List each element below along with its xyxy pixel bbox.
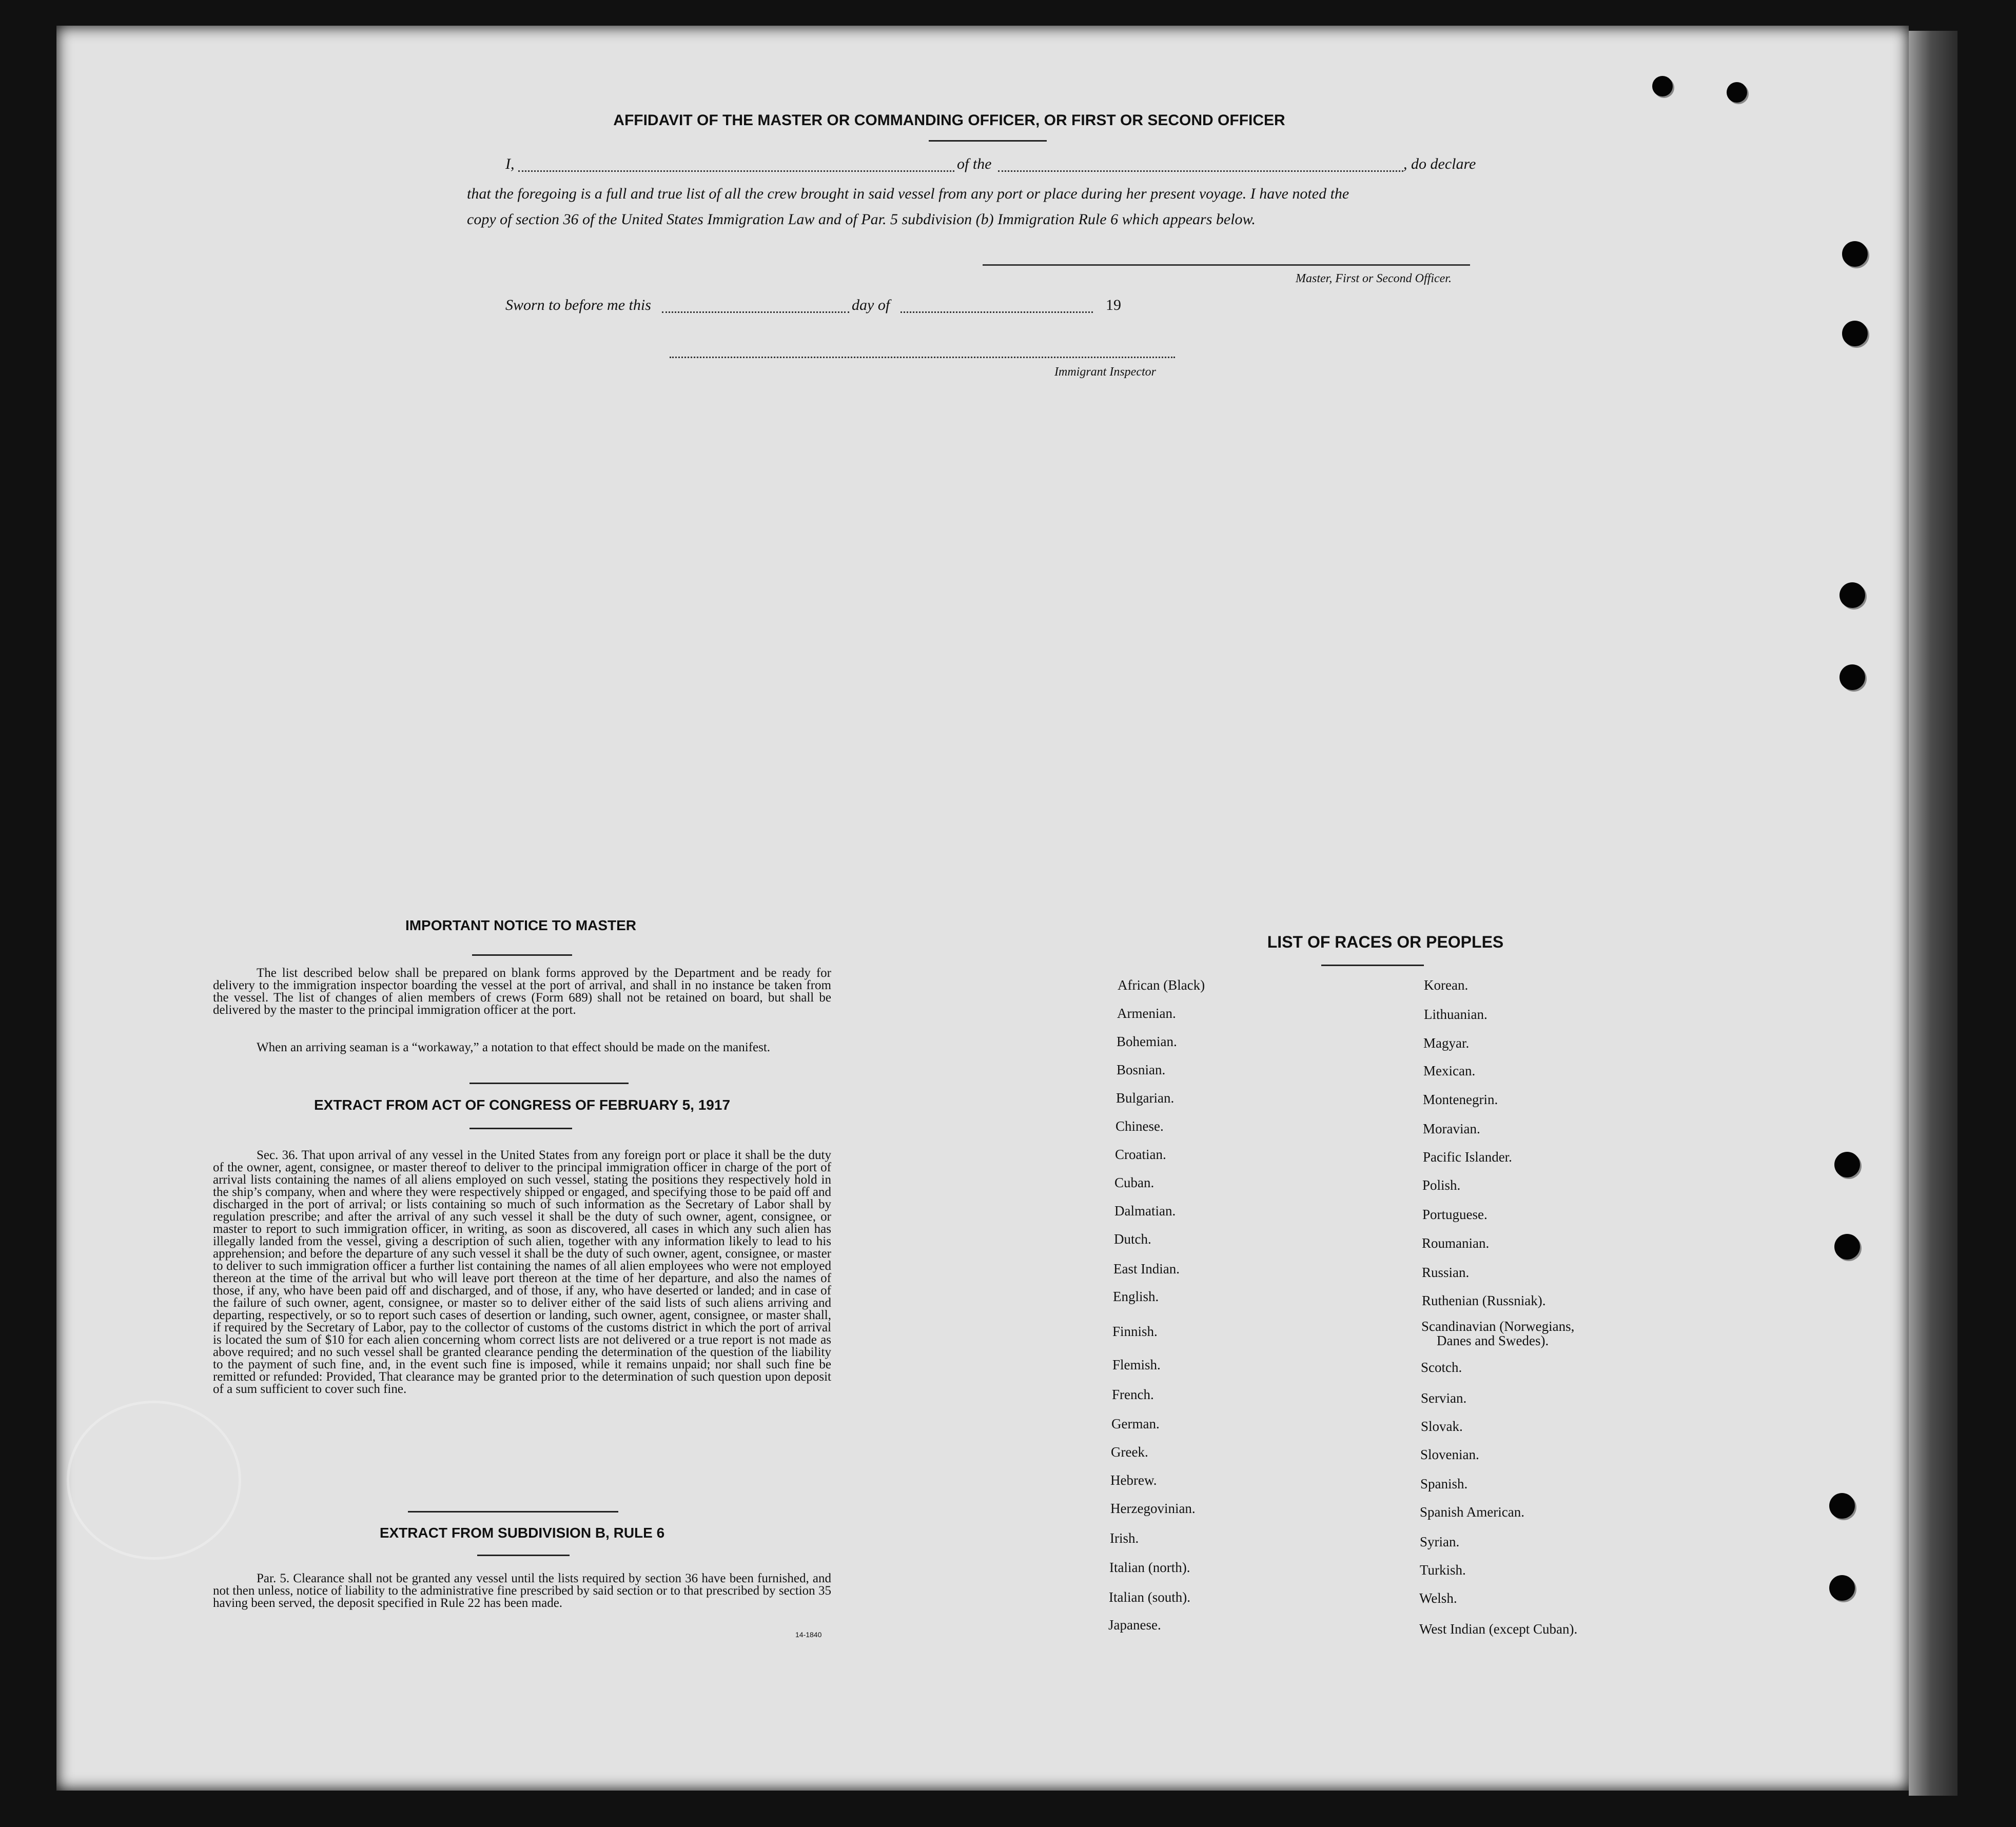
affidavit-line-3: copy of section 36 of the United States Immigration Law and of Par. 5 subdivision (b) Immigration Rule 6 which appears below. [467, 211, 1256, 228]
vessel-name-line[interactable] [998, 170, 1403, 172]
race-item: Italian (south). [1109, 1589, 1190, 1605]
divider [469, 1083, 629, 1084]
race-item: Hebrew. [1110, 1472, 1157, 1488]
race-item: Pacific Islander. [1423, 1149, 1512, 1165]
vessel-label: of the [957, 155, 992, 172]
race-item: Magyar. [1423, 1035, 1470, 1051]
notice-paragraph-1: The list described below shall be prepared on blank forms approved by the Department and be ready for delivery to the immigration inspector boarding the vessel at the port of arrival, and shall in no instance be taken from the vessel. The list of changes of alien members of crews (Form 689) shall not be retained on board, but shall be delivered by the master to the principal immigration officer at the port. [213, 966, 831, 1017]
race-item: English. [1113, 1289, 1159, 1304]
race-item: East Indian. [1113, 1261, 1180, 1276]
race-item: Dutch. [1114, 1231, 1151, 1247]
punch-hole [1842, 241, 1868, 267]
affidavit-line-2: that the foregoing is a full and true list of all the crew brought in said vessel from any port or place during her present voyage. I have noted the [467, 185, 1349, 202]
race-item: Turkish. [1420, 1562, 1466, 1578]
sworn-label: Sworn to before me this [505, 297, 651, 313]
race-item: Bulgarian. [1116, 1090, 1175, 1106]
race-item: French. [1112, 1387, 1154, 1402]
notice-title: IMPORTANT NOTICE TO MASTER [405, 917, 637, 933]
divider [469, 1128, 572, 1129]
race-item: Polish. [1422, 1177, 1461, 1193]
sworn-month-line[interactable] [901, 311, 1093, 313]
divider [472, 954, 572, 956]
inspector-caption: Immigrant Inspector [1054, 365, 1156, 379]
race-item: Syrian. [1420, 1534, 1460, 1549]
extract-2-text: Par. 5. Clearance shall not be granted any vessel until the lists required by section 36 have been furnished, and not then unless, notice of liability to the administrative fine prescribed by said section or to that prescribed by section 35 having been served, the deposit specified in Rule 22 has been made. [213, 1571, 831, 1610]
sworn-day-line[interactable] [662, 311, 849, 313]
races-title: LIST OF RACES OR PEOPLES [1267, 933, 1504, 951]
race-item: Spanish. [1420, 1476, 1468, 1491]
day-of-label: day of [852, 297, 890, 313]
punch-hole [1834, 1234, 1860, 1260]
race-item: German. [1111, 1416, 1160, 1431]
race-item: Dalmatian. [1114, 1203, 1176, 1219]
race-item: Finnish. [1112, 1324, 1158, 1339]
race-item: Slovak. [1421, 1419, 1463, 1434]
race-item: Scotch. [1421, 1360, 1462, 1375]
punch-hole [1727, 82, 1747, 103]
affidavit-title: AFFIDAVIT OF THE MASTER OR COMMANDING OFFICER, OR FIRST OR SECOND OFFICER [613, 112, 1285, 129]
divider [929, 140, 1047, 142]
race-item: Ruthenian (Russniak). [1422, 1293, 1546, 1308]
form-number: 14-1840 [795, 1630, 822, 1639]
page-edge [1909, 31, 1958, 1796]
race-item: Irish. [1110, 1530, 1139, 1546]
inspector-signature-line[interactable] [670, 357, 1175, 358]
extract-2-title: EXTRACT FROM SUBDIVISION B, RULE 6 [379, 1525, 665, 1541]
race-item: Japanese. [1108, 1617, 1161, 1633]
race-item: Montenegrin. [1423, 1092, 1498, 1107]
race-item: Danes and Swedes). [1437, 1333, 1549, 1348]
race-item: Moravian. [1423, 1121, 1480, 1136]
race-item: Roumanian. [1422, 1235, 1490, 1251]
race-item: Scandinavian (Norwegians, [1421, 1319, 1575, 1334]
race-item: Italian (north). [1109, 1560, 1190, 1575]
race-item: Greek. [1111, 1444, 1148, 1460]
divider [477, 1555, 570, 1556]
race-item: Slovenian. [1420, 1447, 1479, 1462]
race-item: Flemish. [1112, 1357, 1161, 1372]
race-item: Bohemian. [1117, 1034, 1177, 1049]
punch-hole [1652, 76, 1673, 96]
race-item: Croatian. [1115, 1147, 1166, 1162]
race-item: Russian. [1422, 1265, 1470, 1280]
notice-paragraph-2: When an arriving seaman is a “workaway,” a notation to that effect should be made on the manifest. [257, 1040, 771, 1054]
divider [408, 1511, 618, 1512]
race-item: African (Black) [1118, 977, 1205, 993]
race-item: Spanish American. [1420, 1504, 1524, 1520]
punch-hole [1829, 1493, 1855, 1519]
race-item: Korean. [1424, 977, 1469, 993]
extract-1-title: EXTRACT FROM ACT OF CONGRESS OF FEBRUARY 5, 1917 [314, 1097, 731, 1113]
master-caption: Master, First or Second Officer. [1296, 272, 1452, 285]
master-signature-line[interactable] [983, 264, 1470, 266]
punch-hole [1834, 1152, 1860, 1177]
race-item: Servian. [1421, 1390, 1467, 1406]
affiant-name-line[interactable] [518, 170, 954, 172]
punch-hole [1839, 582, 1865, 608]
race-item: Welsh. [1419, 1590, 1457, 1606]
race-item: West Indian (except Cuban). [1419, 1621, 1578, 1637]
race-item: Lithuanian. [1424, 1007, 1487, 1022]
race-item: Bosnian. [1117, 1062, 1166, 1077]
race-item: Mexican. [1423, 1063, 1476, 1078]
punch-hole [1842, 321, 1868, 346]
extract-1-text: Sec. 36. That upon arrival of any vessel in the United States from any foreign port or place it shall be the duty of the owner, agent, consignee, or master thereof to deliver to the principal immigration officer in charge of the port of arrival lists containing the names of all aliens employed on such vessel, stating the positions they respectively hold in the ship’s company, when and where they were respectively shipped or engaged, and specifying those to be paid off and discharged in the port of arrival; or lists containing so much of such information as the Secretary of Labor shall by regulation prescribe; and after the arrival of any such vessel it shall be the duty of such owner, agent, consignee, or master to report to such immigration officer, in writing, as soon as discovered, all cases in which any such alien has illegally landed from the vessel, giving a description of such alien, together with any information likely to lead to his apprehension; and before the departure of any such vessel it shall be the duty of such owner, agent, consignee, or master to deliver to such immigration officer a further list containing the names of all alien employees who were not employed thereon at the time of the arrival but who will leave port thereon at the time of her departure, and also the names of those, if any, who have been paid off and discharged, and of those, if any, who have deserted or landed; and in case of the failure of such owner, agent, consignee, or master so to deliver either of the said lists of such aliens arriving and departing, respectively, or so to report such cases of desertion or landing, such owner, agent, consignee, or master shall, if required by the Secretary of Labor, pay to the collector of customs of the customs district in which the port of arrival is located the sum of $10 for each alien concerning whom correct lists are not delivered or a true report is not made as above required; and no such vessel shall be granted clearance pending the determination of the question of the liability to the payment of such fine, and, in the event such fine is imposed, while it remains unpaid; nor shall such fine be remitted or refunded: Provided, That clearance may be granted prior to the determination of such question upon deposit of a sum sufficient to cover such fine. [213, 1148, 831, 1396]
divider [1321, 965, 1424, 966]
race-item: Herzegovinian. [1110, 1501, 1196, 1516]
year-label: 19 [1106, 297, 1121, 313]
race-item: Armenian. [1117, 1006, 1176, 1021]
punch-hole [1839, 664, 1865, 690]
race-item: Cuban. [1114, 1175, 1154, 1190]
declare-label: , do declare [1403, 155, 1476, 172]
race-item: Chinese. [1115, 1118, 1164, 1134]
punch-hole [1829, 1575, 1855, 1601]
race-item: Portuguese. [1422, 1207, 1487, 1222]
affiant-label: I, [505, 155, 515, 172]
